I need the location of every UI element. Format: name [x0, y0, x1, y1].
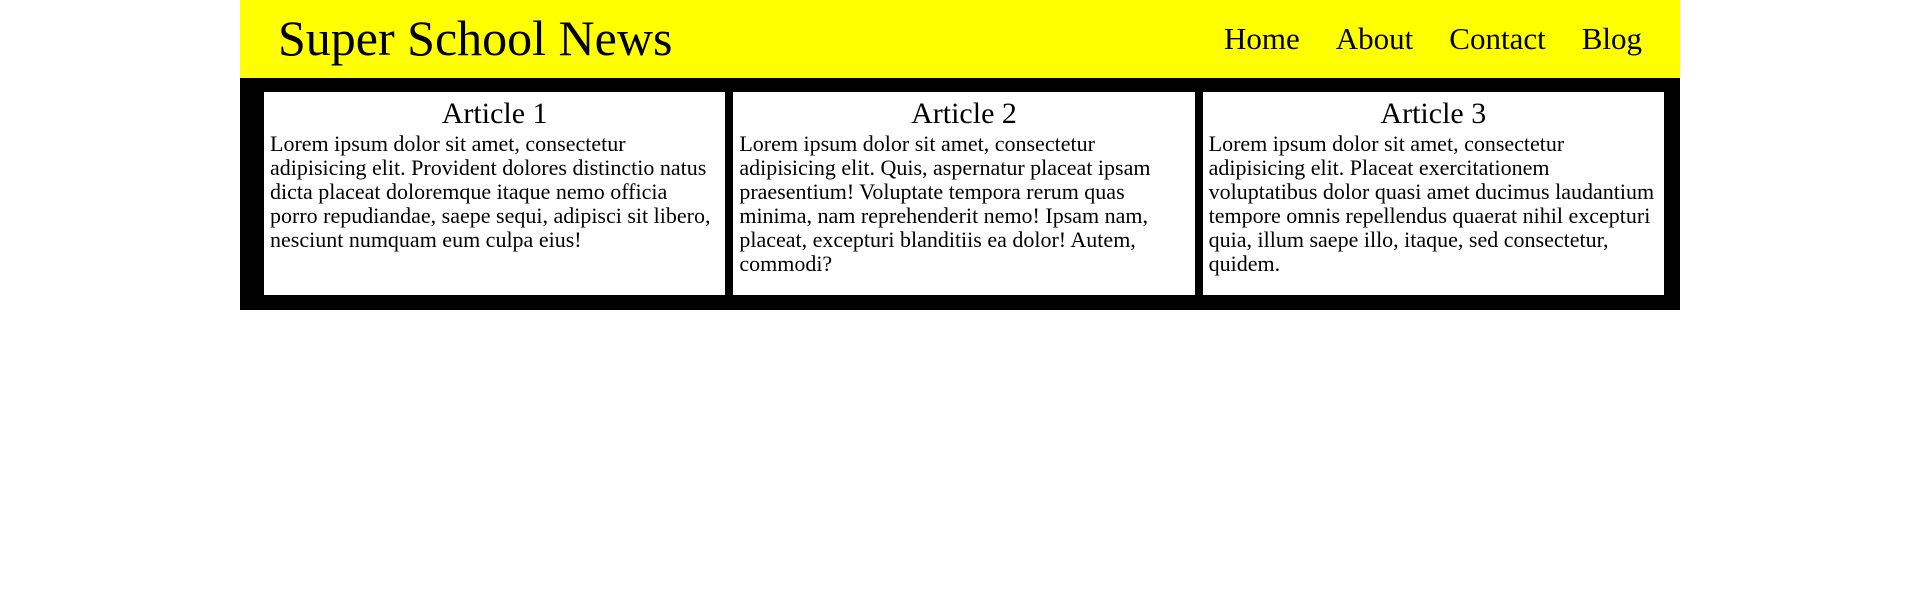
article-card-2	[733, 92, 1194, 295]
site-header	[240, 0, 1680, 78]
nav-link-blog[interactable]: Blog	[1581, 21, 1642, 56]
nav-link-home[interactable]: Home	[1224, 21, 1300, 56]
article-card-1	[264, 92, 725, 295]
nav-link-about[interactable]: About	[1335, 21, 1414, 56]
nav-link-contact[interactable]: Contact	[1449, 21, 1546, 56]
article-body: Lorem ipsum dolor sit amet, consectetur adipisicing elit. Provident dolores distinctio natus dicta placeat doloremque itaque nemo officia porro repudiandae, saepe sequi, adipisci sit libero, nesciunt numquam eum culpa eius!	[270, 131, 711, 252]
article-title: Article 3	[1380, 97, 1487, 130]
site-title: Super School News	[278, 10, 673, 66]
main-nav	[1224, 21, 1642, 57]
page	[240, 0, 1680, 310]
article-body: Lorem ipsum dolor sit amet, consectetur adipisicing elit. Quis, aspernatur placeat ipsam praesentium! Voluptate tempora rerum quas minima, nam reprehenderit nemo! Ipsam nam, placeat, excepturi blanditiis ea dolor! Autem, commodi?	[739, 131, 1151, 276]
articles-section	[240, 78, 1680, 310]
article-title: Article 2	[911, 97, 1017, 130]
article-card-3	[1203, 92, 1664, 295]
article-body: Lorem ipsum dolor sit amet, consectetur adipisicing elit. Placeat exercitationem voluptatibus dolor quasi amet ducimus laudantium tempore omnis repellendus quaerat nihil excepturi quia, illum saepe illo, itaque, sed consectetur, quidem.	[1208, 131, 1655, 276]
article-title: Article 1	[441, 97, 548, 130]
